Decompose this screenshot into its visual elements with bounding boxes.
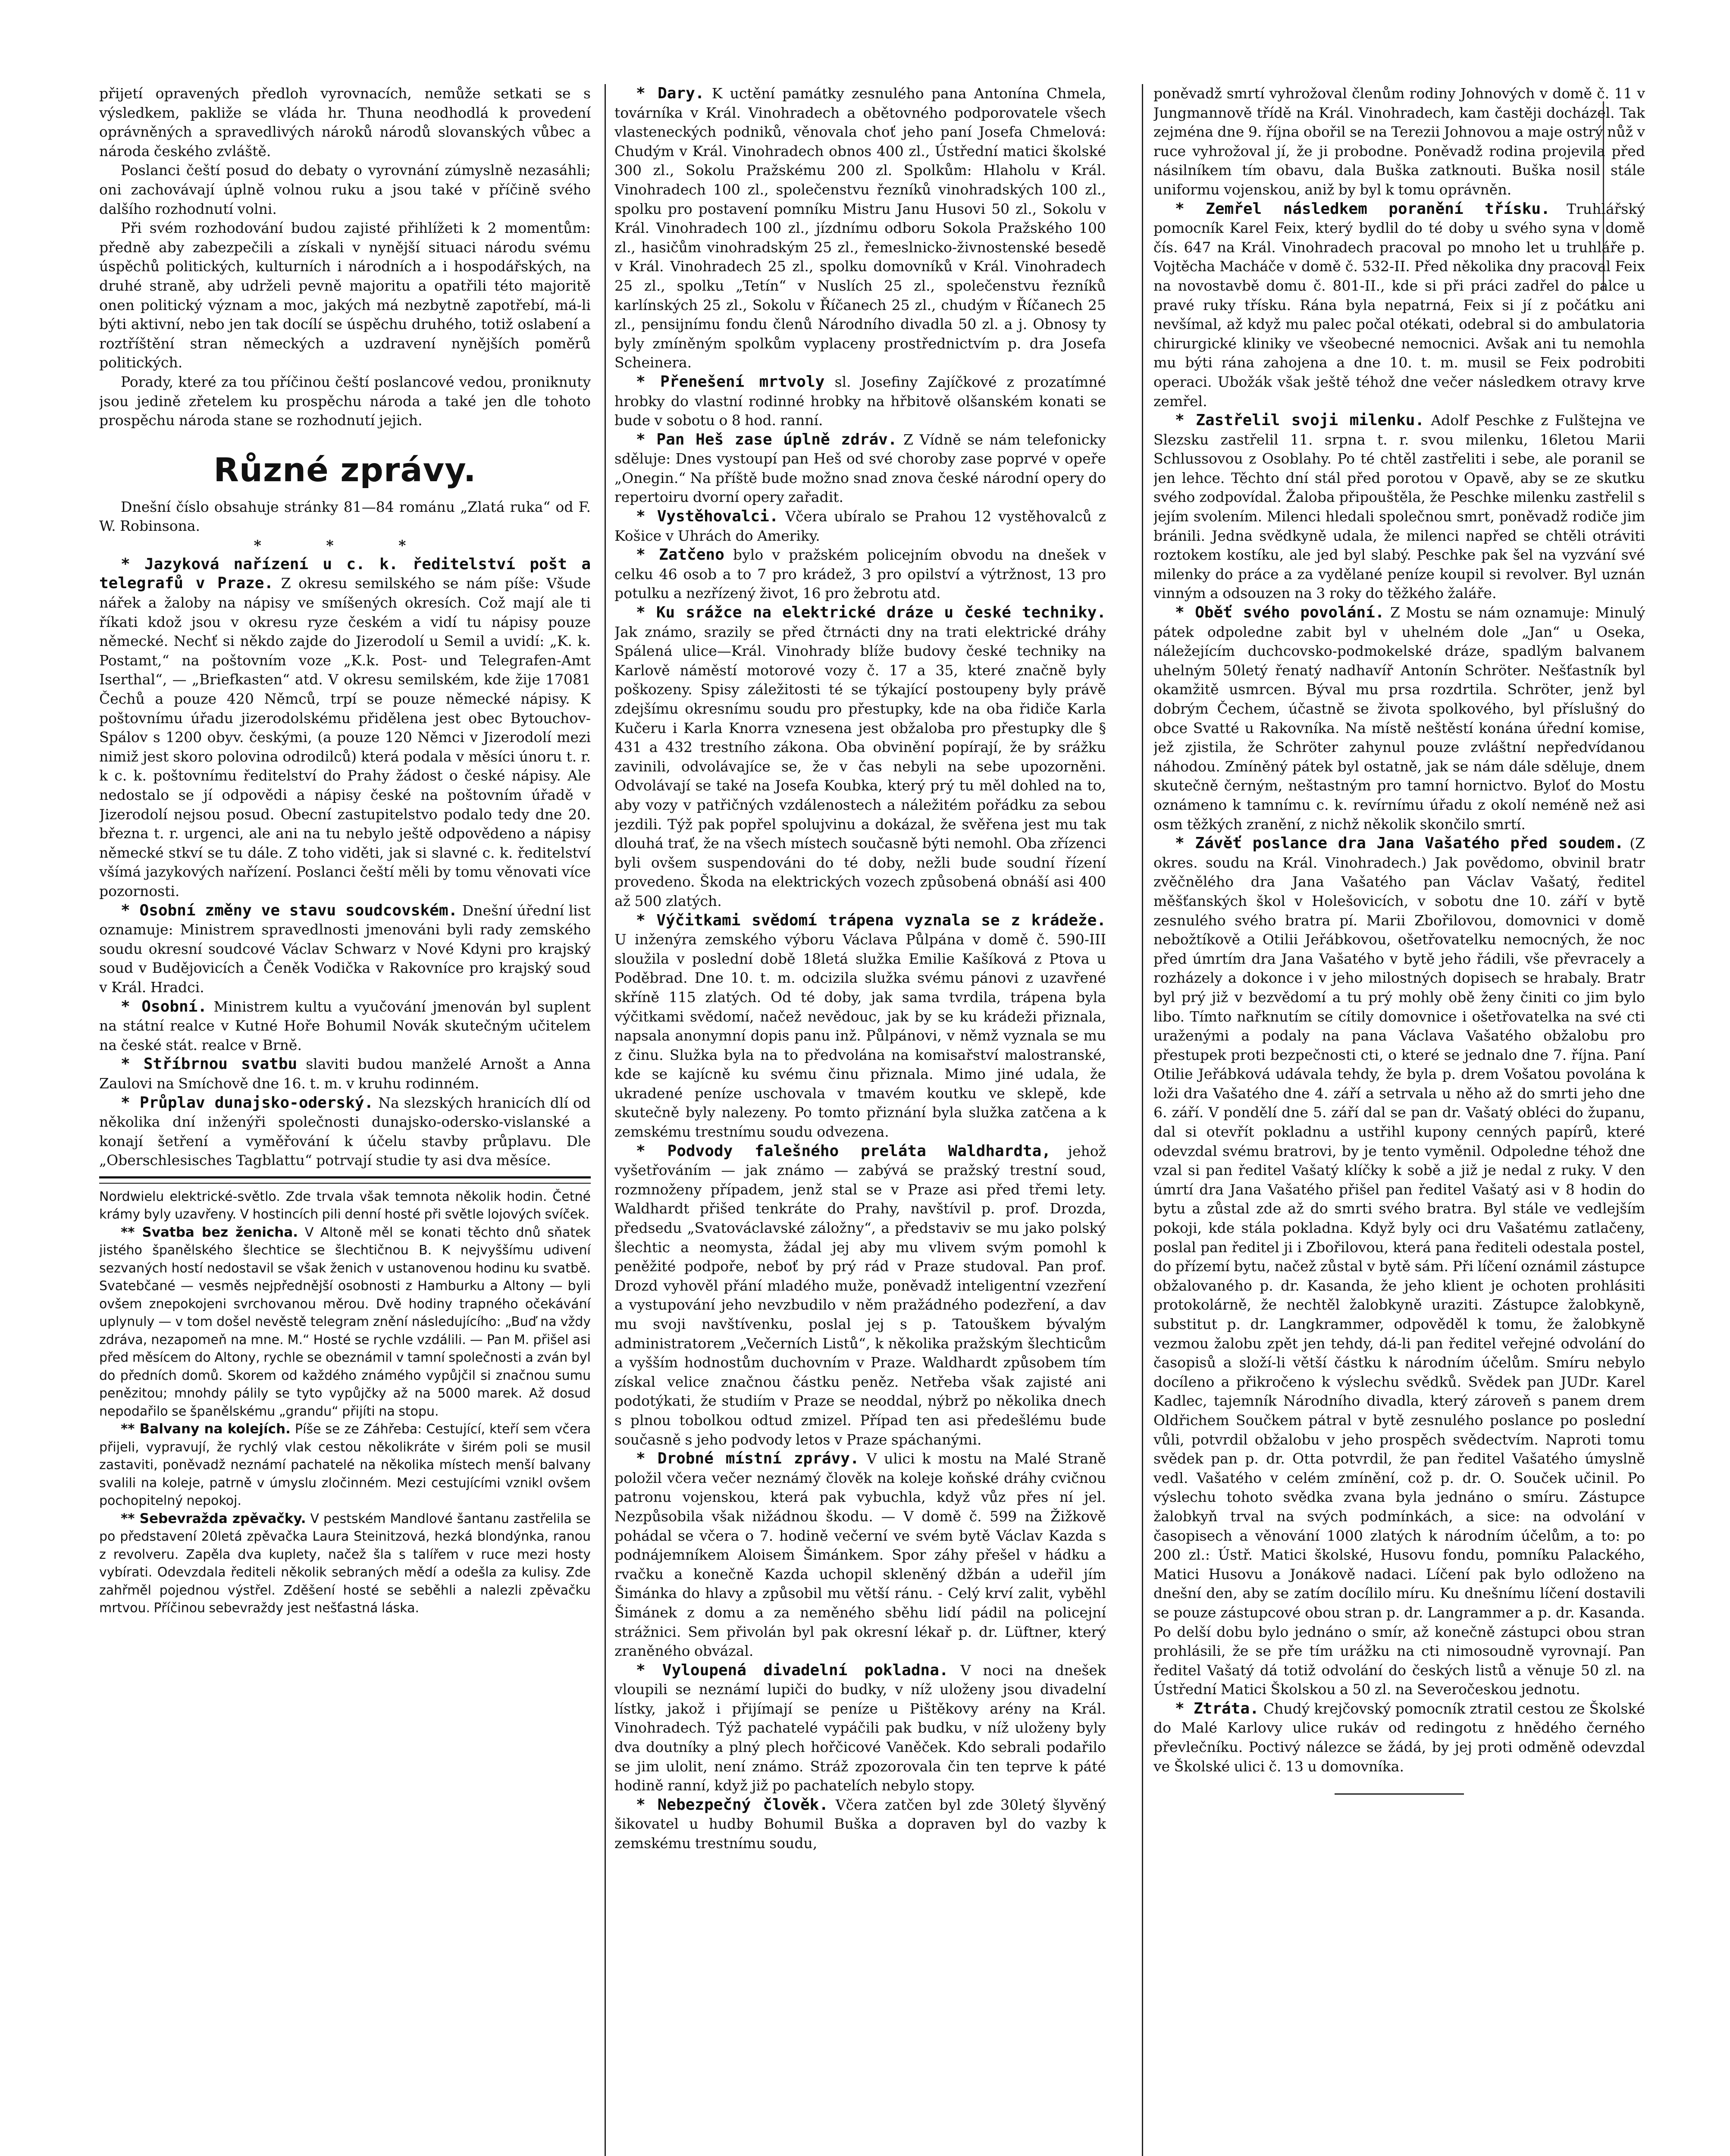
article-headline: * Pan Heš zase úplně zdráv. (636, 430, 897, 448)
article-body: Adolf Peschke z Fulštejna ve Slezsku zastřelil 11. srpna t. r. svou milenku, 16letou Marii Schlussovou z Osoblahy. Po té chtěl zastřeliti i sebe, ale poranil se jen lehce. Těchto dní stál před porotou v Opavě, aby se ze skutku svého zodpovídal. Žaloba připouštěla, že Peschke milenku zastřelil s jejím svolením. Milenci hledali společnou smrt, poněvadž rodiče jim bránili. Jedna svědkyně udala, že milenci napřed se chtěli otráviti roztokem kostíku, ale jed byl slabý. Peschke pak šel na vyzvání své milenky do práce a za vydělané peníze koupil si revolver. Byl uznán vinným a odsouzen na 3 roky do těžkého žaláře. (1153, 412, 1645, 602)
article-body: Na slezských hranicích dlí od několika dní inženýři společnosti dunajsko-odersko-vislanské a konají šetření a vyměřování k účelu stavby průplavu. Dle „Oberschlesisches Tagblattu“ potrvají studie ty asi dva měsíce. (99, 1094, 591, 1169)
article-headline: ** Balvany na kolejích. (121, 1421, 291, 1437)
article (614, 430, 1106, 507)
article (614, 603, 1106, 911)
article (99, 1055, 591, 1093)
article (1153, 1699, 1645, 1776)
article-headline: * Zastřelil svoji milenku. (1175, 411, 1425, 429)
article (99, 1094, 591, 1170)
article-headline: * Nebezpečný člověk. (636, 1796, 829, 1814)
column-rule (1142, 84, 1143, 2156)
separator-stars: * * * (254, 536, 436, 554)
article (614, 1142, 1106, 1450)
article-body: sl. Josefiny Zajíčkové z prozatímné hrobky do vlastní rodinné hrobky na hřbitově olšanském konati se bude v sobotu o 8 hod. ranní. (614, 373, 1106, 429)
article-body: Z Mostu se nám oznamuje: Minulý pátek odpoledne zabit byl v uhelném dole „Jan“ u Oseka, náležejícím duchcovsko-podmokelské dráze, spadlým balvanem uhelným 50letý řenatý nadhavíř Antonín Schröter. Nešťastník byl okamžitě usmrcen. Býval mu prsa rozdrtila. Schröter, jenž byl dobrým Čechem, účastně se života spolkového, byl příslušný do obce Svatté u Rakovníka. Na místě neštěstí konána úřední komise, jež zjistila, že Schröter zahynul pouze zvláštní nepředvídanou náhodou. Zmíněný pátek byl ostatně, jak se nám dále sděluje, dnem skutečně černým, neštastným pro tamní hornictvo. Byloť do Mostu oznámeno k tamnímu c. k. revírnímu úřadu z okolí neméně než asi osm těžkých zranění, z nichž několik skončilo smrtí. (1153, 604, 1645, 833)
paragraph: přijetí opravených předloh vyrovnacích, nemůže setkati se s výsledkem, pakliže se vláda hr. Thuna neodhodlá k provedení oprávněných a spravedlivých nároků národů slovanských vůbec a národa českého zvláště. (99, 85, 591, 160)
article (1153, 834, 1645, 1699)
article-headline: * Ztráta. (1175, 1699, 1259, 1717)
article (614, 911, 1106, 1142)
article (614, 1449, 1106, 1661)
article-body: (Z okres. soudu na Král. Vinohradech.) Jak povědomo, obvinil bratr zvěčnělého dra Jana Vašatého pan Václav Vašatý, ředitel měšťanských škol v Holešovicích, v sobotu dne 10. září v bytě zesnulého svého bratra pí. Marii Zbořilovou, domovnici v domě nebožtíkově a Otilii Jeřábkovou, ošetřovatelku nemocných, že noc před úmrtím dra Jana Vašatého v bytě jeho řádili, vše převracely a rozházely a dokonce i v jeho milostných dopisech se hrabaly. Bratr byl prý již v bezvědomí a tu prý mohly obě ženy činiti co jim bylo libo. Tímto nařknutím se cítily domovnice i ošetřovatelka na své cti uraženými a podaly na pana Václava Vašatého obžalobu pro přestupek proti bezpečnosti cti, o které se jednalo dne 7. října. Paní Otilie Jeřábková udávala tehdy, že byla p. drem Vošatou povolána k loži dra Vašatého dne 4. září a setrvala u něho až do smrti jeho dne 6. září. V pondělí dne 5. září dal se pan dr. Vašatý obléci do županu, dal si otevřít pokladnu a ustřihl kupony cenných papírů, které odevzdal svému bratrovi, by je tento vyměnil. Odpoledne téhož dne vzal si pan ředitel Vašatý klíčky k sobě a již je nedal z ruky. V den úmrtí dra Jana Vašatého přišel pan ředitel Vašatý asi v 8 hodin do bytu a zůstal zde až do smrti svého bratra. Byl stále ve vedlejším pokoji, kde stála pokladna. Když byly oci dru Vašatému zatlačeny, poslal pan ředitel ji i Zbořilovou, která pana řediteli odestala postel, do přízemí bytu, načež zůstal v bytě sám. Při líčení oznámil zástupce obžalovaného p. dr. Kasanda, že jeho klient je ochoten prohlásiti protokolárně, že nechtěl žalobkyně uraziti. Zástupce žalobkyně, substitut p. dr. Langkrammer, odpověděl k tomu, že žalobkyně vezmou žalobu zpět jen tehdy, dá-li pan ředitel veřejné odvolání do časopisů a složí-li větší částku k národním účelům. Smíru nebylo docíleno a přikročeno k výslechu svědků. Svědek pan JUDr. Karel Kadlec, tajemník Národního divadla, který zároveň s panem drem Oldřichem Součkem pátral v bytě zesnulého poslance po poslední vůli, potvrdil obžalobu v jeho prospěch svědectvím. Naproti tomu svědek pan p. dr. Otta potvrdil, že pan ředitel Vašatého úmyslně vedl. Vašatého v celém zmínění, což p. dr. O. Souček učinil. Po výslechu tohoto svědka zvana byla jednáno o smíru. Zástupce žalobkyň trval na svých podmínkách, a sice: na odvolání v časopisech a věnování 1000 zlatých k národním účelům, a to: po 200 zl.: Ústř. Matici školské, Husovu fondu, pomníku Palackého, Matici Husovu a Jonákově nadaci. Líčení pak bylo odloženo na dnešní den, aby se zatím docílilo míru. Ku dnešnímu líčení dostavili se pouze zástupcové obou stran p. dr. Langrammer a p. dr. Kasanda. Po delší dobu bylo jednáno o smír, až konečně zástupci obou stran prohlásili, že se pře tím urážku na cti nimosoudně vyrovnají. Pan ředitel Vašatý dá totiž odvolání do českých listů a věnuje 50 zl. na Ústřední Matici Školskou a 50 zl. na Severočeskou jednotu. (1153, 835, 1645, 1698)
article-headline: * Výčitkami svědomí trápena vyznala se z krádeže. (636, 911, 1106, 929)
article-body: U inženýra zemského výboru Václava Půlpána v domě č. 590-III sloužila v poslední době 18letá služka Emilie Kašíková z Ptova u Poděbrad. Dne 10. t. m. odcizila služka svému pánovi z uzavřené skříně 115 zlatých. Od té doby, jak sama tvrdila, trápena byla výčitkami svědomí, načež nevědouc, jak by se ku krádeži přiznala, napsala anonymní dopis panu inž. Půlpánovi, v němž vyznala se mu z činu. Služka byla na to předvolána na komisařství malostranské, kde se kajícně ku svému činu přiznala. Mimo jiné udala, že ukradené peníze uschovala v tmavém koutku ve sklepě, kde skutečně byly nalezeny. Po tomto přiznání byla služka zatčena a k zemskému trestnímu soudu odvezena. (614, 931, 1106, 1141)
article-headline: * Vyloupená divadelní pokladna. (636, 1661, 949, 1679)
newspaper-page (99, 84, 1645, 2156)
article-headline: * Drobné místní zprávy. (636, 1450, 859, 1468)
article (1153, 411, 1645, 603)
article-headline: * Zatčeno (636, 546, 724, 564)
article-body: jehož vyšetřováním — jak známo — zabývá se pražský trestní soud, rozmnoženy případem, jenž stal se v Praze asi před třemi lety. Waldhardt přišed tenkráte do Prahy, navštívil p. prof. Drozda, předsedu „Svatováclavské záložny“, a představiv se mu jako polský šlechtic a neomysta, žádal jej aby mu vlivem svým pomohl k peněžité podpoře, neboť by prý rád v Praze studoval. Pan prof. Drozd vyhověl přání mladého muže, poněvadž inteligentní vzezření a vystupování jeho nevzbudilo v něm pražádného podezření, a dav mu svoji navštívenku, poslal jej s p. Tatouškem bývalým administratorem „Večerních Listů“, k několika pražským šlechticům a vyšším hodnostům duchovním v Praze. Waldhardt způsobem tím získal velice značnou částku peněz. Netřeba však zajisté ani podotýkati, že studiím v Praze se neoddal, nýbrž po několika dnech s plnou tobolkou odtud zmizel. Případ ten asi předešlému bude současně s jeho podvody letos v Praze spáchanými. (614, 1142, 1106, 1448)
column-rule (605, 84, 606, 2156)
article-headline: * Podvody falešného preláta Waldhardta, (636, 1142, 1051, 1160)
article-body: Dnešní úřední list oznamuje: Ministrem spravedlnosti jmenováni byli rady zemského soudu okresní soudcové Václav Schwarz v Nové Kdyni pro krajský soud v Budějovicích a Čeněk Vodička v Rakovníce pro krajský soud v Král. Hradci. (99, 902, 591, 996)
paragraph: Při svém rozhodování budou zajisté přihlížeti k 2 momentům: předně aby zabezpečili a získali v nynější situaci národu svému úspěchů politických, kulturních i národních a i hospodářských, na druhé straně, aby udrželi pevně majoritu a opatřili této majoritě onen politický význam a moc, jakých má nezbytně zapotřebí, má-li býti aktivní, nebo jen tak docílí se úspěchu druhého, totiž oslabení a roztříštění stran německých a uzdravení nynějších poměrů politických. (99, 219, 591, 371)
article (99, 555, 591, 901)
article (1153, 603, 1645, 834)
article-body: V Altoně měl se konati těchto dnů sňatek jistého španělského šlechtice se šlechtičnou B. K nejvyššímu udivení sezvaných hostí nedostavil se však ženich v ustanovenou hodinu ku svatbě. Svatebčané — vesměs nejpřednější osobnosti z Hamburku a Altony — byli ovšem znepokojeni svrchovanou měrou. Dvě hodiny trapného očekávání uplynuly — v tom došel nevěstě telegram znění následujícího: „Buď na vždy zdráva, nezapomeň na mne. M.“ Hosté se rychle vzdálili. — Pan M. přišel asi před měsícem do Altony, rychle se obeznámil v tamní společnosti a zván byl do předních domů. Skorem od každého známého vypůjčil si značnou sumu penězitou; mnohdy pálily se tyto vypůjčky až na 5000 marek. Až dosud nepodařilo se španělskému „grandu“ přijíti na stopu. (99, 1225, 591, 1419)
article (99, 1420, 591, 1510)
article (99, 901, 591, 997)
article-headline: * Zemřel následkem poranění třísku. (1175, 200, 1550, 218)
section-heading: Různé zprávy. (213, 450, 476, 489)
end-rule (1335, 1793, 1464, 1795)
article (614, 373, 1106, 430)
article-headline: * Přenešení mrtvoly (636, 373, 825, 391)
article-headline: ** Sebevražda zpěvačky. (121, 1510, 306, 1526)
article-body: slaviti budou manželé Arnošt a Anna Zaulovi na Smíchově dne 16. t. m. v kruhu rodinném. (99, 1056, 591, 1092)
article-body: bylo v pražském policejním obvodu na dnešek v celku 46 osob a to 7 pro krádež, 3 pro opilství a výtržnost, 13 pro potulku a nezřízený život, 16 pro žebrotu atd. (614, 546, 1106, 602)
article (614, 545, 1106, 603)
article (614, 1661, 1106, 1796)
article-body: Z okresu semilského se nám píše: Všude nářek a žaloby na nápisy ve smíšených okresích. Což mají ale ti říkati kdož jsou v okresu ryze českém a vidí tu nápisy pouze německé. Nechť si někdo zajde do Jizerodolí u Semil a uvidí: „K. k. Postamt,“ na poštovním voze „K.k. Post- und Telegrafen-Amt Iserthal“, — „Briefkasten“ atd. V okresu semilském, kde žije 17081 Čechů a pouze 420 Němců, trpí se pouze německé nápisy. K poštovnímu úřadu jizerodolskému přidělena jest obec Bytouchov-Spálov s 1200 obyv. českými, (a pouze 120 Němci v Jizerodolí mezi nimiž jest skoro polovina odrodilců) která podala v měsíci únoru t. r. k c. k. poštovnímu ředitelství do Prahy žádost o české nápisy. Ale nedostalo se jí odpovědi a nápisy české na poštovním úřadě v Jizerodolí nejsou posud. Obecní zastupitelstvo podalo tedy dne 20. března t. r. urgenci, ale ani na tu nebylo ještě odpovědeno a nápisy německé stkví se tu dále. Z toho viděti, jak si slavné c. k. ředitelství všímá jazykových nařízení. Poslanci čeští měli by tomu věnovati více pozornosti. (99, 575, 591, 899)
article-body: Jak známo, srazily se před čtrnácti dny na trati elektrické dráhy Spálená ulice—Král. Vinohrady blíže budovy české techniky na Karlově náměstí motorové vozy č. 17 a 35, které značně byly poškozeny. Spisy záležitosti té se týkající postoupeny byly právě zdejšímu okresnímu soudu pro přestupky, kde na oba řidiče Karla Kučeru i Karla Knorra vznesena jest obžaloba pro přestupky dle § 431 a 432 trestního zákona. Oba obvinění popírají, že by srážku zavinili, odvolávajíce se, že v čas nebyli na sebe upozorněni. Odvolávají se také na Josefa Koubka, který prý tu měl dohled na to, aby vozy v patřičných vzdálenostech a náležitém pořádku za sebou jezdili. Týž pak popřel spolujvinu a dokázal, že svěřena jest mu tak dlouhá trať, že na všech místech současně býti nemohl. Oba zřízenci byli ovšem suspendováni do té doby, nežli bude soudní řízení provedeno. Škoda na elektrických vozech způsobená obnáší asi 400 až 500 zlatých. (614, 623, 1106, 909)
paragraph: poněvadž smrtí vyhrožoval členům rodiny Johnových v domě č. 11 v Jungmannově třídě na Král. Vinohradech, kam častěji docházel. Tak zejména dne 9. října obořil se na Terezii Johnovou a maje ostrý nůž v ruce vyhrožoval jí, že ji probodne. Poněvadž rodina projevila před násilníkem tím obavu, dala Buška zatknouti. Buška nosil stále uniformu vojenskou, aniž by byl k tomu oprávněn. (1153, 85, 1645, 198)
column-left (99, 84, 591, 2156)
section-divider (99, 1176, 591, 1184)
article-headline: * Osobní. (121, 997, 207, 1015)
article-body: V noci na dnešek vloupili se neznámí lupiči do budky, v níž uloženy jsou divadelní lístky, jakož i přijímají se peníze u Pištěkovy arény na Král. Vinohradech. Týž pachatelé vypáčili pak budku, v níž uloženy byly dva doutníky a plný plech hořčicové Vaněček. Kdo sebrali podařilo se jim ulolit, není známo. Stráž zpozorovala čin ten teprve k páté hodině ranní, když již po pachatelích nebylo stopy. (614, 1661, 1106, 1794)
article (99, 1224, 591, 1421)
article-body: K uctění památky zesnulého pana Antonína Chmela, továrníka v Král. Vinohradech a obětovného podporovatele všech vlasteneckých podniků, věnovala choť jeho paní Josefa Chmelová: Chudým v Král. Vinohradech obnos 400 zl., Ústřední matici školské 300 zl., Sokolu Pražskému 200 zl. Spolkům: Hlaholu v Král. Vinohradech 100 zl., společenstvu řezníků vinohradských 100 zl., spolku pro postavení pomníku Mistru Janu Husovi 50 zl., Sokolu v Král. Vinohradech 100 zl., jízdnímu odboru Sokola Pražského 100 zl., hasičům vinohradským 25 zl., řemeslnicko-živnostenské besedě v Král. Vinohradech 25 zl., spolku domovníků v Král. Vinohradech 25 zl., spolku „Tetín“ v Nuslích 25 zl., společenstvu řezníků karlínských 25 zl., Sokolu v Říčanech 25 zl., chudým v Říčanech 25 zl., pensijnímu fondu členů Národního divadla 50 zl. a j. Obnosy ty byly zmíněným spolkům vyplaceny prostřednictvím p. dra Josefa Scheinera. (614, 85, 1106, 371)
notice: Dnešní číslo obsahuje stránky 81—84 románu „Zlatá ruka“ od F. W. Robinsona. (99, 498, 591, 535)
paragraph: Poslanci čeští posud do debaty o vyrovnání zúmyslně nezasáhli; oni zachovávají úplně volnou ruku a jsou také v příčině svého dalšího rozhodnutí volni. (99, 162, 591, 217)
article-headline: * Oběť svého povolání. (1175, 604, 1385, 622)
article (1153, 200, 1645, 411)
paragraph: Nordwielu elektrické-světlo. Zde trvala však temnota několik hodin. Četné krámy byly uzavřeny. V hostincích pili denní hosté při světle lojových svíček. (99, 1189, 591, 1222)
article-headline: * Ku srážce na elektrické dráze u české techniky. (636, 604, 1106, 622)
column-middle (614, 84, 1106, 2156)
article-body: Z Vídně se nám telefonicky sděluje: Dnes vystoupí pan Heš od své choroby zase poprvé v opeře „Onegin.“ Na příště bude možno snad znova české národní opery do repertoiru dvorní opery zařadit. (614, 431, 1106, 506)
article (99, 997, 591, 1055)
article-body: V pestském Mandlové šantanu zastřelila se po představení 20letá zpěvačka Laura Steinitzová, hezká blondýnka, ranou z revolveru. Zapěla dva kuplety, načež šla s talířem v ruce mezi hosty vybírati. Odevzdala řediteli několik sebraných mědí a odešla za kulisy. Zde zahřměl pojednou výstřel. Zděšení hosté se seběhli a nalezli zpěvačku mrtvou. Příčinou sebevraždy jest nešťastná láska. (99, 1511, 591, 1616)
article-headline: * Vystěhovalci. (636, 508, 779, 526)
paragraph: Porady, které za tou příčinou čeští poslancové vedou, proniknuty jsou jedině zřetelem ku prospěchu národa a také jen dle tohoto prospěchu národa stane se rozhodnutí jejich. (99, 373, 591, 429)
article-body: V ulici k mostu na Malé Straně položil včera večer neznámý člověk na koleje koňské dráhy cvičnou patronu vojenskou, která pak vybuchla, když vůz přes ní jel. Nezpůsobila však nižádnou škodu. — V domě č. 599 na Žižkově pohádal se včera o 7. hodině večerní ve svém bytě Václav Kazda s podnájemníkem Aloisem Šimánkem. Spor záhy přešel v hádku a rvačku a konečně Kazda uchopil skleněný džbán a udeřil jím Šimánka do hlavy a způsobil mu větší ránu. - Celý krví zalit, vyběhl Šimánek z domu a za neměného sběhu lidí pádil na policejní strážnici. Sem přivolán byl pak okresní lékař p. dr. Lüftner, který zraněného obvázal. (614, 1450, 1106, 1660)
article-headline: * Závěť poslance dra Jana Vašatého před soudem. (1175, 834, 1624, 852)
article-headline: * Dary. (636, 85, 705, 102)
article-headline: ** Svatba bez ženicha. (121, 1224, 298, 1240)
article (614, 1796, 1106, 1853)
article-body: Píše se ze Záhřeba: Cestující, kteří sem včera přijeli, vypravují, že rychlý vlak cestou několikráte v širém poli se musil zastaviti, poněvadž neznámí pachatelé na několika místech menší balvany svalili na koleje, patrně v úmyslu zločinném. Mezi cestujícími vznikl ovšem pochopitelný nepokoj. (99, 1422, 591, 1509)
article (99, 1510, 591, 1617)
article (614, 84, 1106, 373)
article-body: Truhlářský pomocník Karel Feix, který bydlil do té doby u svého syna v domě čís. 647 na Král. Vinohradech pracoval po mnoho let u truhláře p. Vojtěcha Macháče v domě č. 532-II. Před několika dny pracoval Feix na novostavbě domu č. 801-II., kde si při práci zadřel do palce u pravé ruky třísku. Rána byla nepatrná, Feix si jí z počátku ani nevšímal, až když mu palec počal otékati, odebral si do ambulatoria chirurgické kliniky ve všeobecné nemocnici. Avšak ani tu nemohla mu býti rána zahojena a dne 10. t. m. musil se Feix podrobiti operaci. Ubožák však ještě téhož dne večer následkem otravy krve zemřel. (1153, 200, 1645, 410)
column-right (1153, 84, 1645, 2156)
article-body: Včera ubíralo se Prahou 12 vystěhovalců z Košice v Uhrách do Ameriky. (614, 508, 1106, 544)
article-headline: * Jazyková nařízení u c. k. ředitelství pošt a telegrafů v Praze. (99, 555, 591, 592)
article (614, 507, 1106, 545)
article-body: Včera zatčen byl zde 30letý šlyvěný šikovatel u hudby Bohumil Buška a dopraven byl do vazby k zemskému trestnímu soudu, (614, 1796, 1106, 1852)
article-body: Chudý krejčovský pomocník ztratil cestou ze Školské do Malé Karlovy ulice rukáv od redingotu z hnědého černého převlečníku. Poctivý nálezce se žádá, by jej proti odměně odevzdal ve Školské ulici č. 13 u domovníka. (1153, 1700, 1645, 1775)
article-headline: * Stříbrnou svatbu (121, 1055, 298, 1073)
article-body: Ministrem kultu a vyučování jmenován byl suplent na státní realce v Kutné Hoře Bohumil Novák skutečným učitelem na české stát. realce v Brně. (99, 998, 591, 1053)
article-headline: * Osobní změny ve stavu soudcovském. (121, 901, 458, 919)
foreign-news-section (99, 1188, 591, 1617)
article-headline: * Průplav dunajsko-oderský. (121, 1094, 374, 1112)
